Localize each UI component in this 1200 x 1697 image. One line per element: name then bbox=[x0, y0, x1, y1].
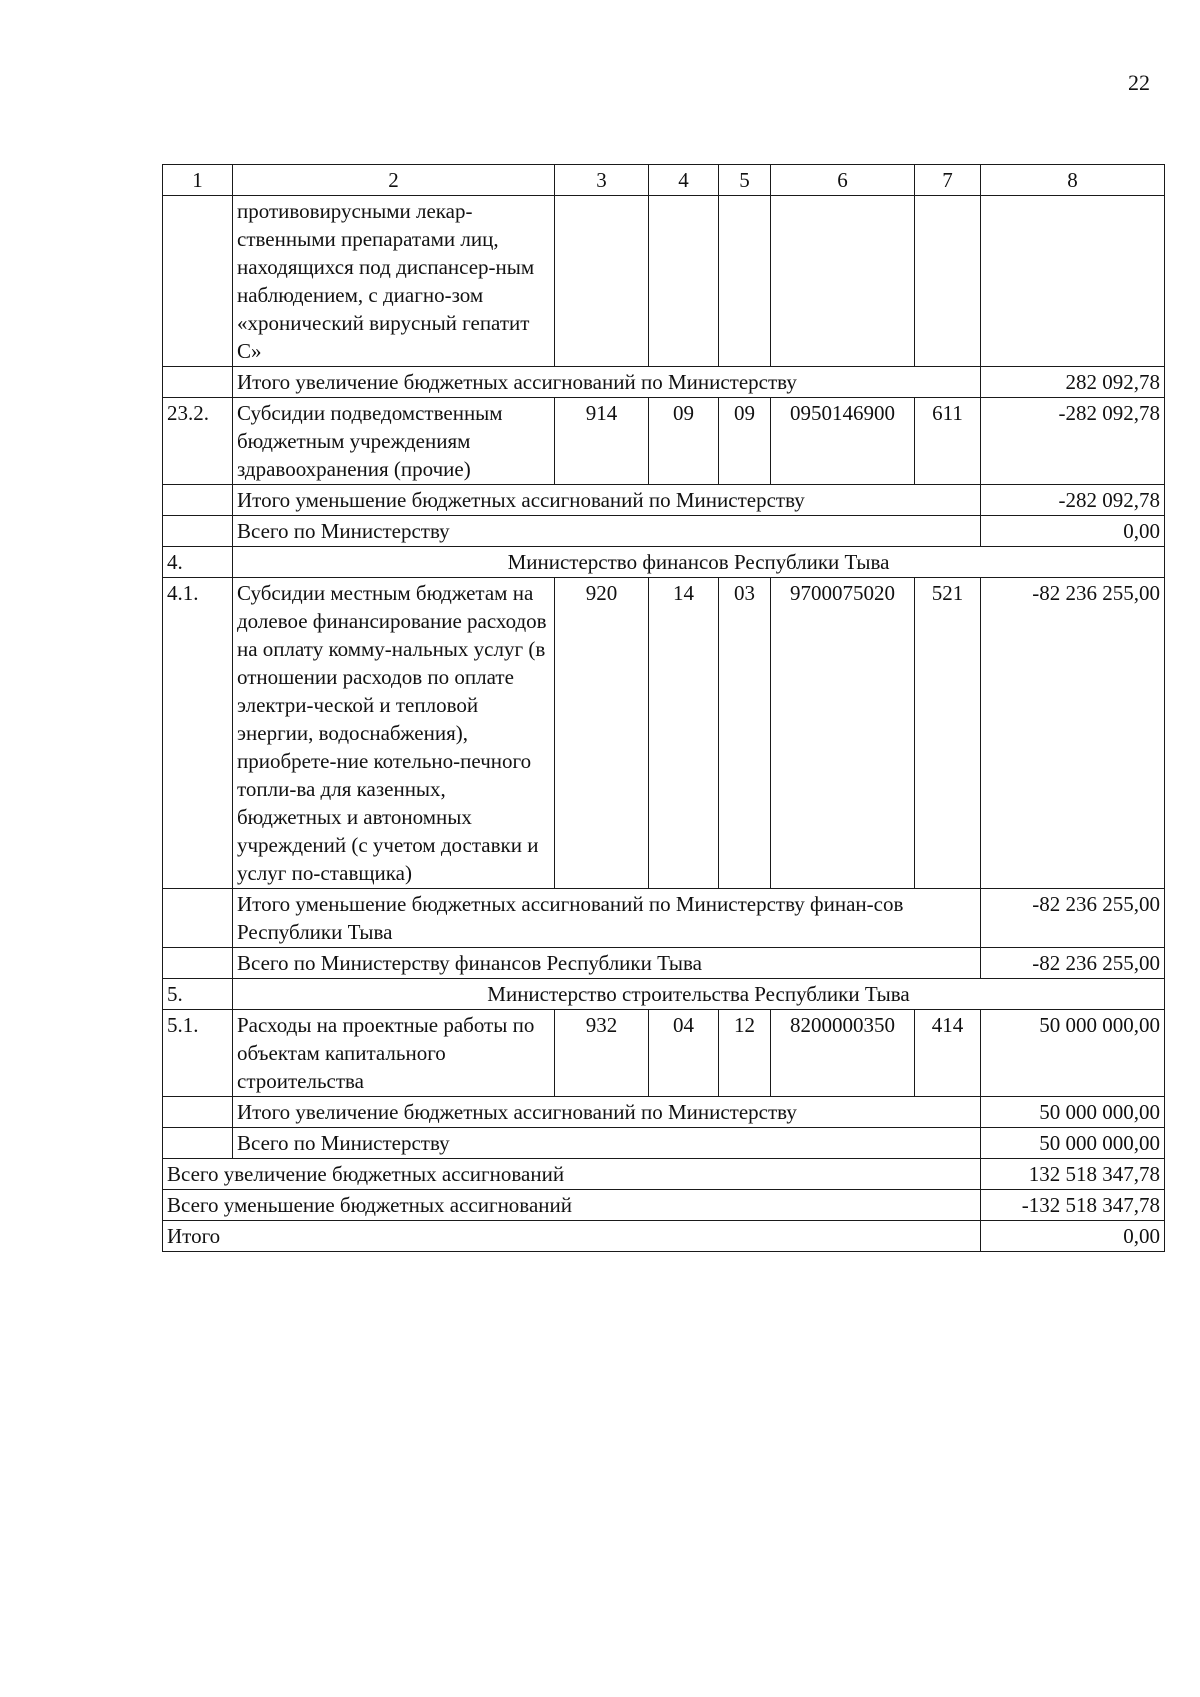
total-label: Всего по Министерству bbox=[233, 1128, 981, 1159]
subtotal-amount: -282 092,78 bbox=[981, 485, 1165, 516]
row-ministry-code: 920 bbox=[555, 578, 649, 889]
total-row bbox=[163, 948, 1165, 979]
header-col-2: 2 bbox=[233, 165, 555, 196]
row-amount: -82 236 255,00 bbox=[981, 578, 1165, 889]
total-amount: 0,00 bbox=[981, 516, 1165, 547]
header-col-5: 5 bbox=[719, 165, 771, 196]
table-header-row bbox=[163, 165, 1165, 196]
section-row bbox=[163, 979, 1165, 1010]
grand-total-amount: -132 518 347,78 bbox=[981, 1190, 1165, 1221]
subtotal-label: Итого увеличение бюджетных ассигнований по Министерству bbox=[233, 367, 981, 398]
section-title: Министерство финансов Республики Тыва bbox=[233, 547, 1165, 578]
total-amount: 50 000 000,00 bbox=[981, 1128, 1165, 1159]
subtotal-amount: -82 236 255,00 bbox=[981, 889, 1165, 948]
header-col-7: 7 bbox=[915, 165, 981, 196]
total-row bbox=[163, 516, 1165, 547]
row-name: Субсидии местным бюджетам на долевое финансирование расходов на оплату комму-нальных услуг (в отношении расходов по оплате электри-ческой и тепловой энергии, водоснабжения), приобрете-ние котельно-печного топли-ва для казенных, бюджетных и автономных учреждений (с учетом доставки и услуг по-ставщика) bbox=[233, 578, 555, 889]
row-name: Расходы на проектные работы по объектам капитального строительства bbox=[233, 1010, 555, 1097]
subtotal-row bbox=[163, 889, 1165, 948]
row-number: 4.1. bbox=[163, 578, 233, 889]
row-ministry-code: 932 bbox=[555, 1010, 649, 1097]
row-section: 09 bbox=[649, 398, 719, 485]
row-target-article: 8200000350 bbox=[771, 1010, 915, 1097]
budget-allocation-table bbox=[162, 164, 1165, 1252]
row-amount: -282 092,78 bbox=[981, 398, 1165, 485]
row-target-article: 0950146900 bbox=[771, 398, 915, 485]
header-col-8: 8 bbox=[981, 165, 1165, 196]
total-label: Всего по Министерству финансов Республики Тыва bbox=[233, 948, 981, 979]
row-section: 14 bbox=[649, 578, 719, 889]
section-number: 4. bbox=[163, 547, 233, 578]
subtotal-label: Итого уменьшение бюджетных ассигнований по Министерству bbox=[233, 485, 981, 516]
final-total-amount: 0,00 bbox=[981, 1221, 1165, 1252]
subtotal-label: Итого уменьшение бюджетных ассигнований по Министерству финан-сов Республики Тыва bbox=[233, 889, 981, 948]
total-row bbox=[163, 1128, 1165, 1159]
section-number: 5. bbox=[163, 979, 233, 1010]
subtotal-row bbox=[163, 485, 1165, 516]
row-target-article: 9700075020 bbox=[771, 578, 915, 889]
row-subsection: 03 bbox=[719, 578, 771, 889]
row-name: противовирусными лекар-ственными препаратами лиц, находящихся под диспансер-ным наблюдением, с диагно-зом «хронический вирусный гепатит С» bbox=[233, 196, 555, 367]
table-row-continuation bbox=[163, 196, 1165, 367]
row-subsection: 12 bbox=[719, 1010, 771, 1097]
row-expense-type: 414 bbox=[915, 1010, 981, 1097]
subtotal-amount: 50 000 000,00 bbox=[981, 1097, 1165, 1128]
final-total-label: Итого bbox=[163, 1221, 981, 1252]
table-row bbox=[163, 578, 1165, 889]
grand-total-decrease-row bbox=[163, 1190, 1165, 1221]
row-subsection: 09 bbox=[719, 398, 771, 485]
grand-total-increase-row bbox=[163, 1159, 1165, 1190]
final-total-row bbox=[163, 1221, 1165, 1252]
grand-total-amount: 132 518 347,78 bbox=[981, 1159, 1165, 1190]
table-row bbox=[163, 398, 1165, 485]
row-number: 5.1. bbox=[163, 1010, 233, 1097]
row-expense-type: 521 bbox=[915, 578, 981, 889]
header-col-3: 3 bbox=[555, 165, 649, 196]
header-col-6: 6 bbox=[771, 165, 915, 196]
page-number: 22 bbox=[1128, 70, 1150, 95]
subtotal-row bbox=[163, 1097, 1165, 1128]
header-col-1: 1 bbox=[163, 165, 233, 196]
grand-total-label: Всего увеличение бюджетных ассигнований bbox=[163, 1159, 981, 1190]
row-amount: 50 000 000,00 bbox=[981, 1010, 1165, 1097]
section-row bbox=[163, 547, 1165, 578]
grand-total-label: Всего уменьшение бюджетных ассигнований bbox=[163, 1190, 981, 1221]
row-ministry-code: 914 bbox=[555, 398, 649, 485]
row-name: Субсидии подведомственным бюджетным учреждениям здравоохранения (прочие) bbox=[233, 398, 555, 485]
row-section: 04 bbox=[649, 1010, 719, 1097]
total-label: Всего по Министерству bbox=[233, 516, 981, 547]
table-row bbox=[163, 1010, 1165, 1097]
subtotal-label: Итого увеличение бюджетных ассигнований по Министерству bbox=[233, 1097, 981, 1128]
row-number: 23.2. bbox=[163, 398, 233, 485]
section-title: Министерство строительства Республики Тыва bbox=[233, 979, 1165, 1010]
row-expense-type: 611 bbox=[915, 398, 981, 485]
subtotal-row bbox=[163, 367, 1165, 398]
total-amount: -82 236 255,00 bbox=[981, 948, 1165, 979]
subtotal-amount: 282 092,78 bbox=[981, 367, 1165, 398]
header-col-4: 4 bbox=[649, 165, 719, 196]
